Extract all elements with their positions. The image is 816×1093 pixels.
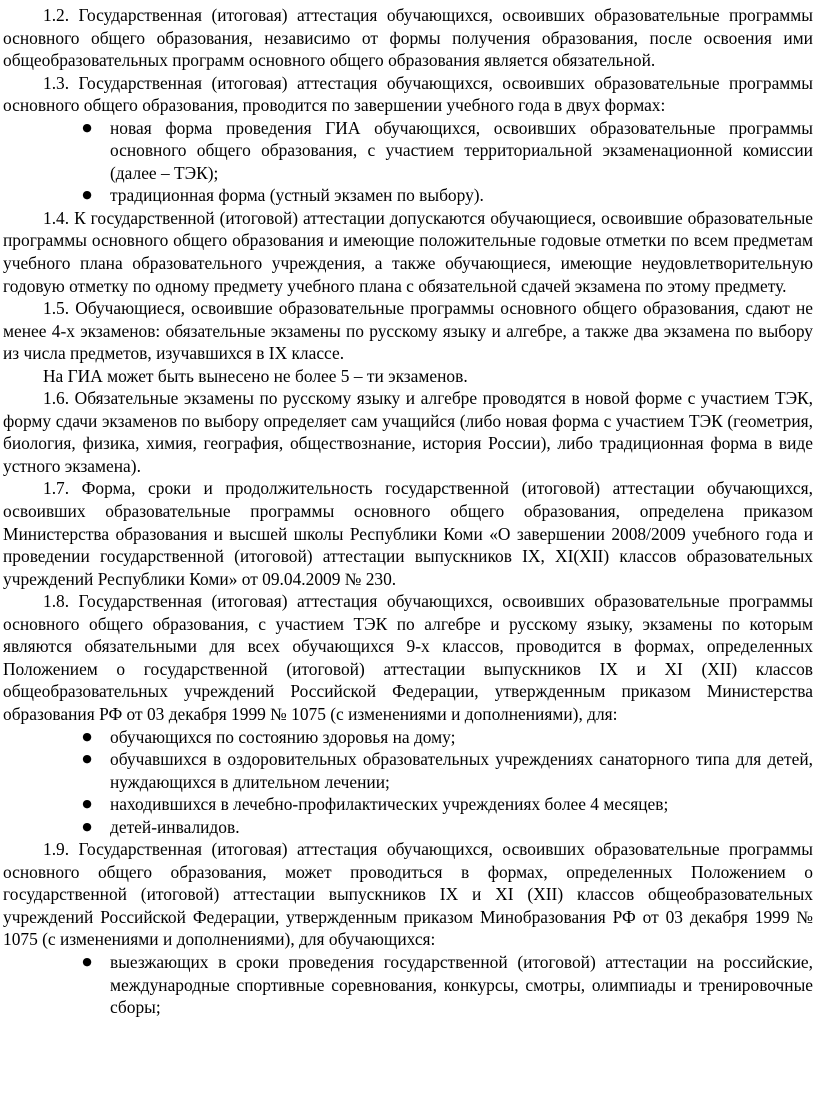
list-item xyxy=(82,117,813,185)
bullet-list-1-8 xyxy=(3,726,813,839)
paragraph-1-8: 1.8. Государственная (итоговая) аттестация обучающихся, освоивших образовательные программы основного общего образования, с участием ТЭК по алгебре и русскому языку, экзамены по которым являются обязательными для всех обучающихся 9-х классов, проводится в формах, определенных Положением о государственной (итоговой) аттестации выпускников IX и XI (XII) классов общеобразовательных учреждений Российской Федерации, утвержденным приказом Министерства образования РФ от 03 декабря 1999 № 1075 (с изменениями и дополнениями), для: xyxy=(3,591,813,724)
list-item-text: детей-инвалидов. xyxy=(110,816,240,837)
bullet-icon: ● xyxy=(82,120,92,134)
list-item xyxy=(82,184,813,207)
bullet-icon: ● xyxy=(82,729,92,743)
list-item-text: находившихся в лечебно-профилактических учреждениях более 4 месяцев; xyxy=(110,794,669,815)
paragraph-1-5-note: На ГИА может быть вынесено не более 5 – ти экзаменов. xyxy=(43,365,468,386)
paragraph-1-6: 1.6. Обязательные экзамены по русскому языку и алгебре проводятся в новой форме с участием ТЭК, форму сдачи экзаменов по выбору определяет сам учащийся (либо новая форма с участием ТЭК (геометрия, биология, физика, химия, география, обществознание, история России), либо традиционная форма в виде устного экзамена). xyxy=(3,388,813,476)
bullet-icon: ● xyxy=(82,752,92,766)
list-item xyxy=(82,726,813,749)
list-item-text: традиционная форма (устный экзамен по выбору). xyxy=(110,185,484,206)
list-item xyxy=(82,748,813,793)
paragraph-1-5: 1.5. Обучающиеся, освоившие образовательные программы основного общего образования, сдают не менее 4-х экзаменов: обязательные экзамены по русскому языку и алгебре, а также два экзамена по выбору из числа предметов, изучавшихся в IX классе. xyxy=(3,298,813,364)
list-item xyxy=(82,816,813,839)
list-item-text: новая форма проведения ГИА обучающихся, освоивших образовательные программы основного общего образования, с участием территориальной экзаменационной комиссии (далее – ТЭК); xyxy=(110,117,813,183)
bullet-icon: ● xyxy=(82,954,92,968)
bullet-icon: ● xyxy=(82,188,92,202)
list-item-text: обучающихся по состоянию здоровья на дому; xyxy=(110,726,456,747)
paragraph-1-9: 1.9. Государственная (итоговая) аттестация обучающихся, освоивших образовательные программы основного общего образования, может проводиться в формах, определенных Положением о государственной (итоговой) аттестации выпускников IX и XI (XII) классов общеобразовательных учреждений Российской Федерации, утвержденным приказом Минобразования РФ от 03 декабря 1999 № 1075 (с изменениями и дополнениями), для обучающихся: xyxy=(3,839,813,950)
list-item-text: выезжающих в сроки проведения государственной (итоговой) аттестации на российские, международные спортивные соревнования, конкурсы, смотры, олимпиады и тренировочные сборы; xyxy=(110,951,813,1018)
bullet-icon: ● xyxy=(82,797,92,811)
list-item xyxy=(82,793,813,816)
paragraph-1-7: 1.7. Форма, сроки и продолжительность государственной (итоговой) аттестации обучающихся, освоивших образовательные программы основного общего образования, определена приказом Министерства образования и высшей школы Республики Коми «О завершении 2008/2009 учебного года и проведении государственной (итоговой) аттестации выпускников IX, XI(XII) классов образовательных учреждений Республики Коми» от 09.04.2009 № 230. xyxy=(3,478,813,589)
paragraph-1-2: 1.2. Государственная (итоговая) аттестация обучающихся, освоивших образовательные программы основного общего образования, независимо от формы получения образования, после освоения ими общеобразовательных программ основного общего образования является обязательной. xyxy=(3,5,813,71)
paragraph-1-4: 1.4. К государственной (итоговой) аттестации допускаются обучающиеся, освоившие образовательные программы основного общего образования и имеющие положительные годовые отметки по всем предметам учебного плана образовательного учреждения, а также обучающиеся, имеющие неудовлетворительную годовую отметку по одному предмету учебного плана с обязательной сдачей экзамена по этому предмету. xyxy=(3,207,813,296)
list-item-text: обучавшихся в оздоровительных образовательных учреждениях санаторного типа для детей, нуждающихся в длительном лечении; xyxy=(110,749,813,792)
bullet-icon: ● xyxy=(82,819,92,833)
paragraph-1-3: 1.3. Государственная (итоговая) аттестация обучающихся, освоивших образовательные программы основного общего образования, проводится по завершении учебного года в двух формах: xyxy=(3,72,813,116)
list-item xyxy=(82,951,813,1019)
bullet-list-1-3 xyxy=(3,117,813,207)
bullet-list-1-9 xyxy=(3,951,813,1019)
